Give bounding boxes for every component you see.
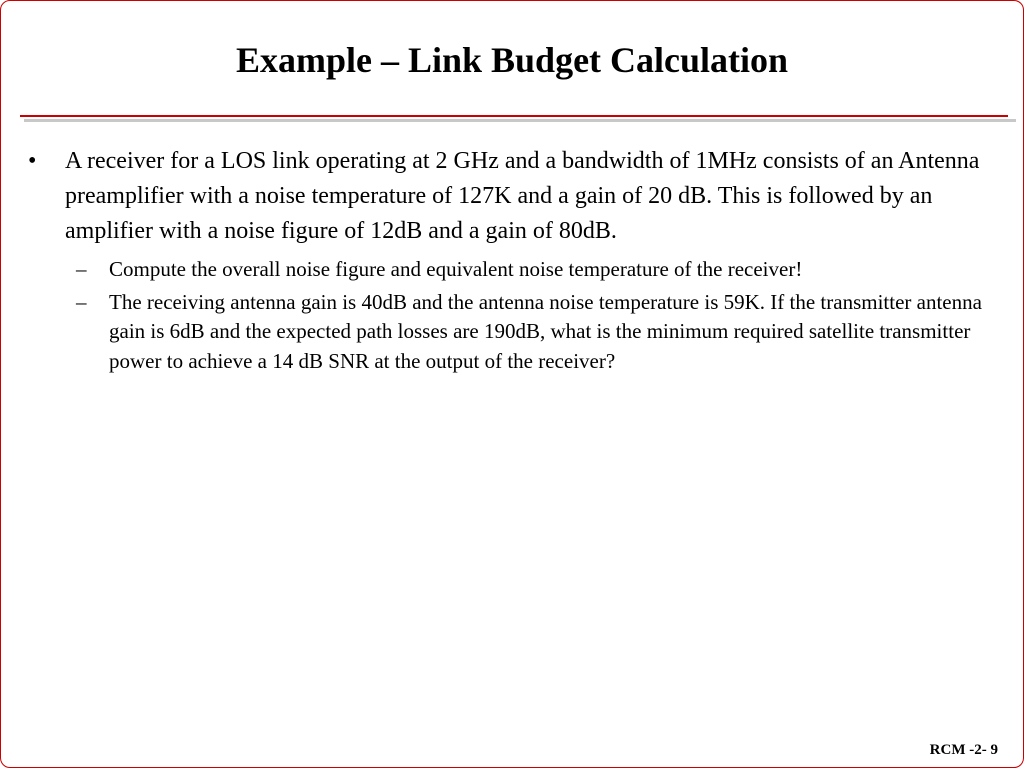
bullet-item [28, 144, 998, 249]
sub-bullet-item [28, 255, 998, 285]
slide-footer: RCM -2- 9 [929, 742, 998, 758]
sub-bullet-text: Compute the overall noise figure and equivalent noise temperature of the receiver! [109, 257, 803, 281]
slide-content [28, 144, 998, 379]
title-rule-shadow [24, 119, 1016, 122]
sub-bullet-item [28, 288, 998, 377]
sub-bullet-marker: – [76, 257, 87, 281]
bullet-text: A receiver for a LOS link operating at 2 GHz and a bandwidth of 1MHz consists of an Antenna preamplifier with a noise temperature of 127K and a gain of 20 dB. This is followed by an amplifier with a noise figure of 12dB and a gain of 80dB. [65, 148, 980, 244]
sub-bullet-text: The receiving antenna gain is 40dB and the antenna noise temperature is 59K. If the transmitter antenna gain is 6dB and the expected path losses are 190dB, what is the minimum required satellite transmitter power to achieve a 14 dB SNR at the output of the receiver? [109, 289, 982, 373]
title-divider [20, 115, 1008, 117]
bullet-marker: • [28, 148, 37, 174]
sub-bullet-marker: – [76, 289, 87, 314]
sub-bullet-list [28, 255, 998, 376]
slide-title: Example – Link Budget Calculation [235, 40, 789, 80]
